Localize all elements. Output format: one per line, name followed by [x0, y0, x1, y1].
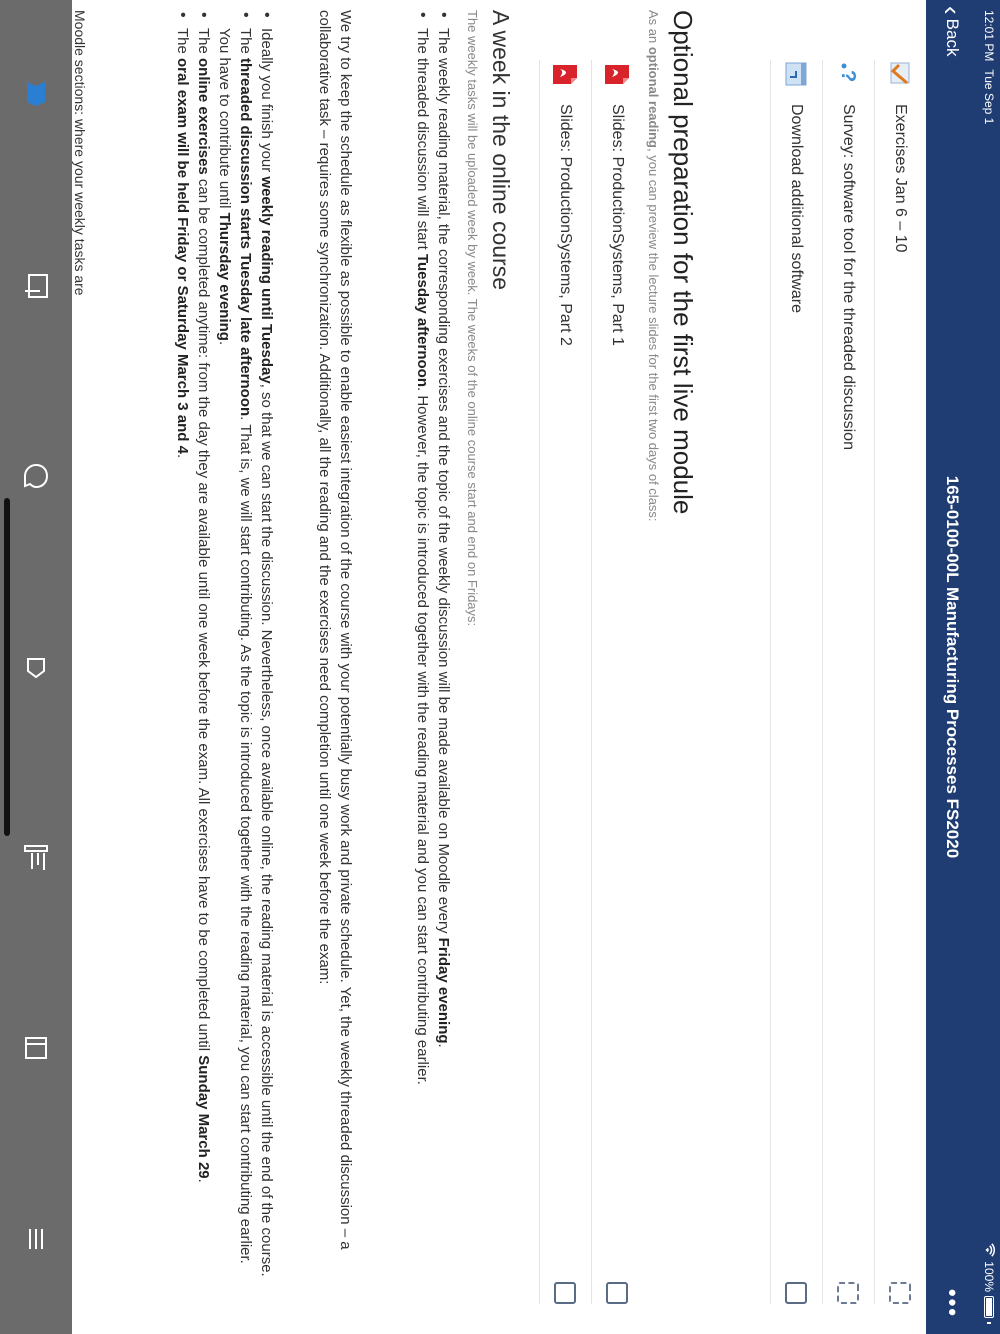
text: . — [216, 340, 233, 346]
text: . — [435, 1043, 452, 1048]
completion-checkbox[interactable] — [555, 1282, 577, 1304]
tab-notes[interactable] — [0, 762, 72, 953]
bold-text: Thursday evening — [216, 212, 233, 341]
completion-checkbox[interactable] — [890, 1282, 912, 1304]
deadline-list — [172, 10, 277, 1290]
assignment-icon — [887, 60, 915, 88]
completion-checkbox[interactable] — [786, 1282, 808, 1304]
url-icon — [783, 60, 811, 88]
bold-text: Tuesday afternoon — [414, 253, 431, 388]
activity-survey[interactable] — [822, 60, 874, 1304]
tab-notifications[interactable] — [0, 381, 72, 572]
wifi-icon — [982, 1243, 996, 1257]
bold-text: threaded discussion starts Tuesday late afternoon — [237, 58, 254, 417]
resource-slides-part-1[interactable] — [591, 60, 643, 1304]
text: , so that we can start the discussion. Nevertheless, once available online, the reading material is accessible until the end of the course. — [258, 383, 275, 1277]
survey-icon — [835, 60, 863, 88]
back-button[interactable] — [939, 0, 965, 56]
text: The — [195, 28, 212, 59]
status-date: Tue Sep 1 — [982, 69, 996, 125]
activity-exercises[interactable] — [874, 60, 926, 1304]
resource-slides-part-2[interactable] — [539, 60, 591, 1304]
text: can be completed anytime: from the day they are available until one week before the exam. All exercises have to be completed until — [195, 174, 212, 1056]
text: The threaded discussion will start — [414, 28, 431, 254]
tab-messages[interactable] — [0, 191, 72, 382]
grades-icon — [22, 653, 50, 681]
moodle-sections-text: Moodle sections: where your weekly tasks are — [72, 10, 88, 296]
activity-download-software[interactable] — [770, 60, 822, 1304]
pdf-icon — [604, 60, 632, 88]
list-item — [214, 10, 256, 1290]
list-item — [433, 10, 454, 1290]
text: The — [237, 28, 254, 59]
text: . However, the topic is introduced together with the reading material and you can start contributing earlier. — [414, 387, 431, 1085]
section-title: Optional preparation for the first live module — [668, 10, 698, 515]
list-item — [412, 10, 433, 1290]
text: Ideally you finish your — [258, 28, 275, 177]
notifications-icon — [22, 462, 50, 490]
resource-label: Slides: ProductionSystems, Part 1 — [609, 104, 627, 346]
tab-menu[interactable] — [0, 1143, 72, 1334]
text: . That is, we will start contributing. As the topic is introduced together with the reading material, you can start contributing earlier. You have to contribute until — [216, 28, 254, 1264]
tags-icon — [22, 1034, 50, 1062]
chevron-left-icon: ‹ — [937, 6, 967, 15]
completion-checkbox[interactable] — [838, 1282, 860, 1304]
activity-label: Download additional software — [788, 104, 806, 314]
summary-text: , you can preview the lecture slides for the first two days of class: — [646, 147, 661, 522]
week-section-title: A week in the online course — [488, 10, 514, 291]
tab-course[interactable] — [0, 0, 72, 191]
pdf-icon — [552, 60, 580, 88]
notes-icon — [22, 843, 50, 873]
completion-checkbox[interactable] — [607, 1282, 629, 1304]
back-label: Back — [943, 18, 962, 57]
page-title: 165-0100-00L Manufacturing Processes FS2020 — [943, 475, 962, 859]
list-item — [193, 10, 214, 1290]
activity-label: Exercises Jan 6 – 10 — [892, 104, 910, 253]
bold-text: oral exam will be held Friday or Saturday March 3 and 4 — [174, 58, 191, 454]
text: The weekly reading material, the corresponding exercises and the topic of the weekly discussion will be made available on Moodle every — [435, 28, 452, 938]
svg-text:?: ? — [837, 70, 860, 83]
menu-icon — [22, 1225, 50, 1253]
schedule-list — [412, 10, 454, 1290]
schedule-paragraph: We try to keep the schedule as flexible as possible to enable easiest integration of the course with your potentially busy work and private schedule. Yet, the weekly threaded discussion – a collaborative task – requires some synchronization. Additionally, all the reading and the exercises need completion until one week before the exam: — [316, 10, 354, 1250]
summary-text: As an — [646, 10, 661, 47]
text: The — [174, 28, 191, 59]
messages-icon — [22, 272, 50, 300]
summary-bold: optional reading — [646, 46, 661, 148]
list-item — [256, 10, 277, 1290]
battery-tip — [987, 1322, 991, 1324]
bold-text: weekly reading until Tuesday — [258, 176, 275, 384]
week-section-summary: The weekly tasks will be uploaded week by week. The weeks of the online course start and end on Fridays: — [465, 10, 480, 627]
battery-percent: 100% — [982, 1261, 996, 1292]
bold-text: online exercises — [195, 58, 212, 175]
tab-grades[interactable] — [0, 572, 72, 763]
bold-text: Sunday March 29 — [195, 1055, 212, 1179]
bold-text: Friday evening — [435, 937, 452, 1044]
text: . — [174, 453, 191, 459]
tab-bar — [0, 0, 72, 1334]
resource-label: Slides: ProductionSystems, Part 2 — [557, 104, 575, 346]
battery-icon — [984, 1296, 994, 1318]
home-indicator[interactable] — [4, 498, 10, 836]
status-time: 12:01 PM — [982, 10, 996, 62]
course-icon — [23, 80, 49, 110]
section-summary — [646, 10, 661, 522]
more-options-button[interactable]: ••• — [940, 1288, 965, 1318]
tab-tags[interactable] — [0, 953, 72, 1144]
list-item — [172, 10, 193, 1290]
status-bar — [978, 0, 1000, 1334]
course-content — [72, 0, 926, 1334]
activity-label: Survey: software tool for the threaded discussion — [840, 104, 858, 450]
text: . — [195, 1178, 212, 1183]
nav-bar — [926, 0, 978, 1334]
